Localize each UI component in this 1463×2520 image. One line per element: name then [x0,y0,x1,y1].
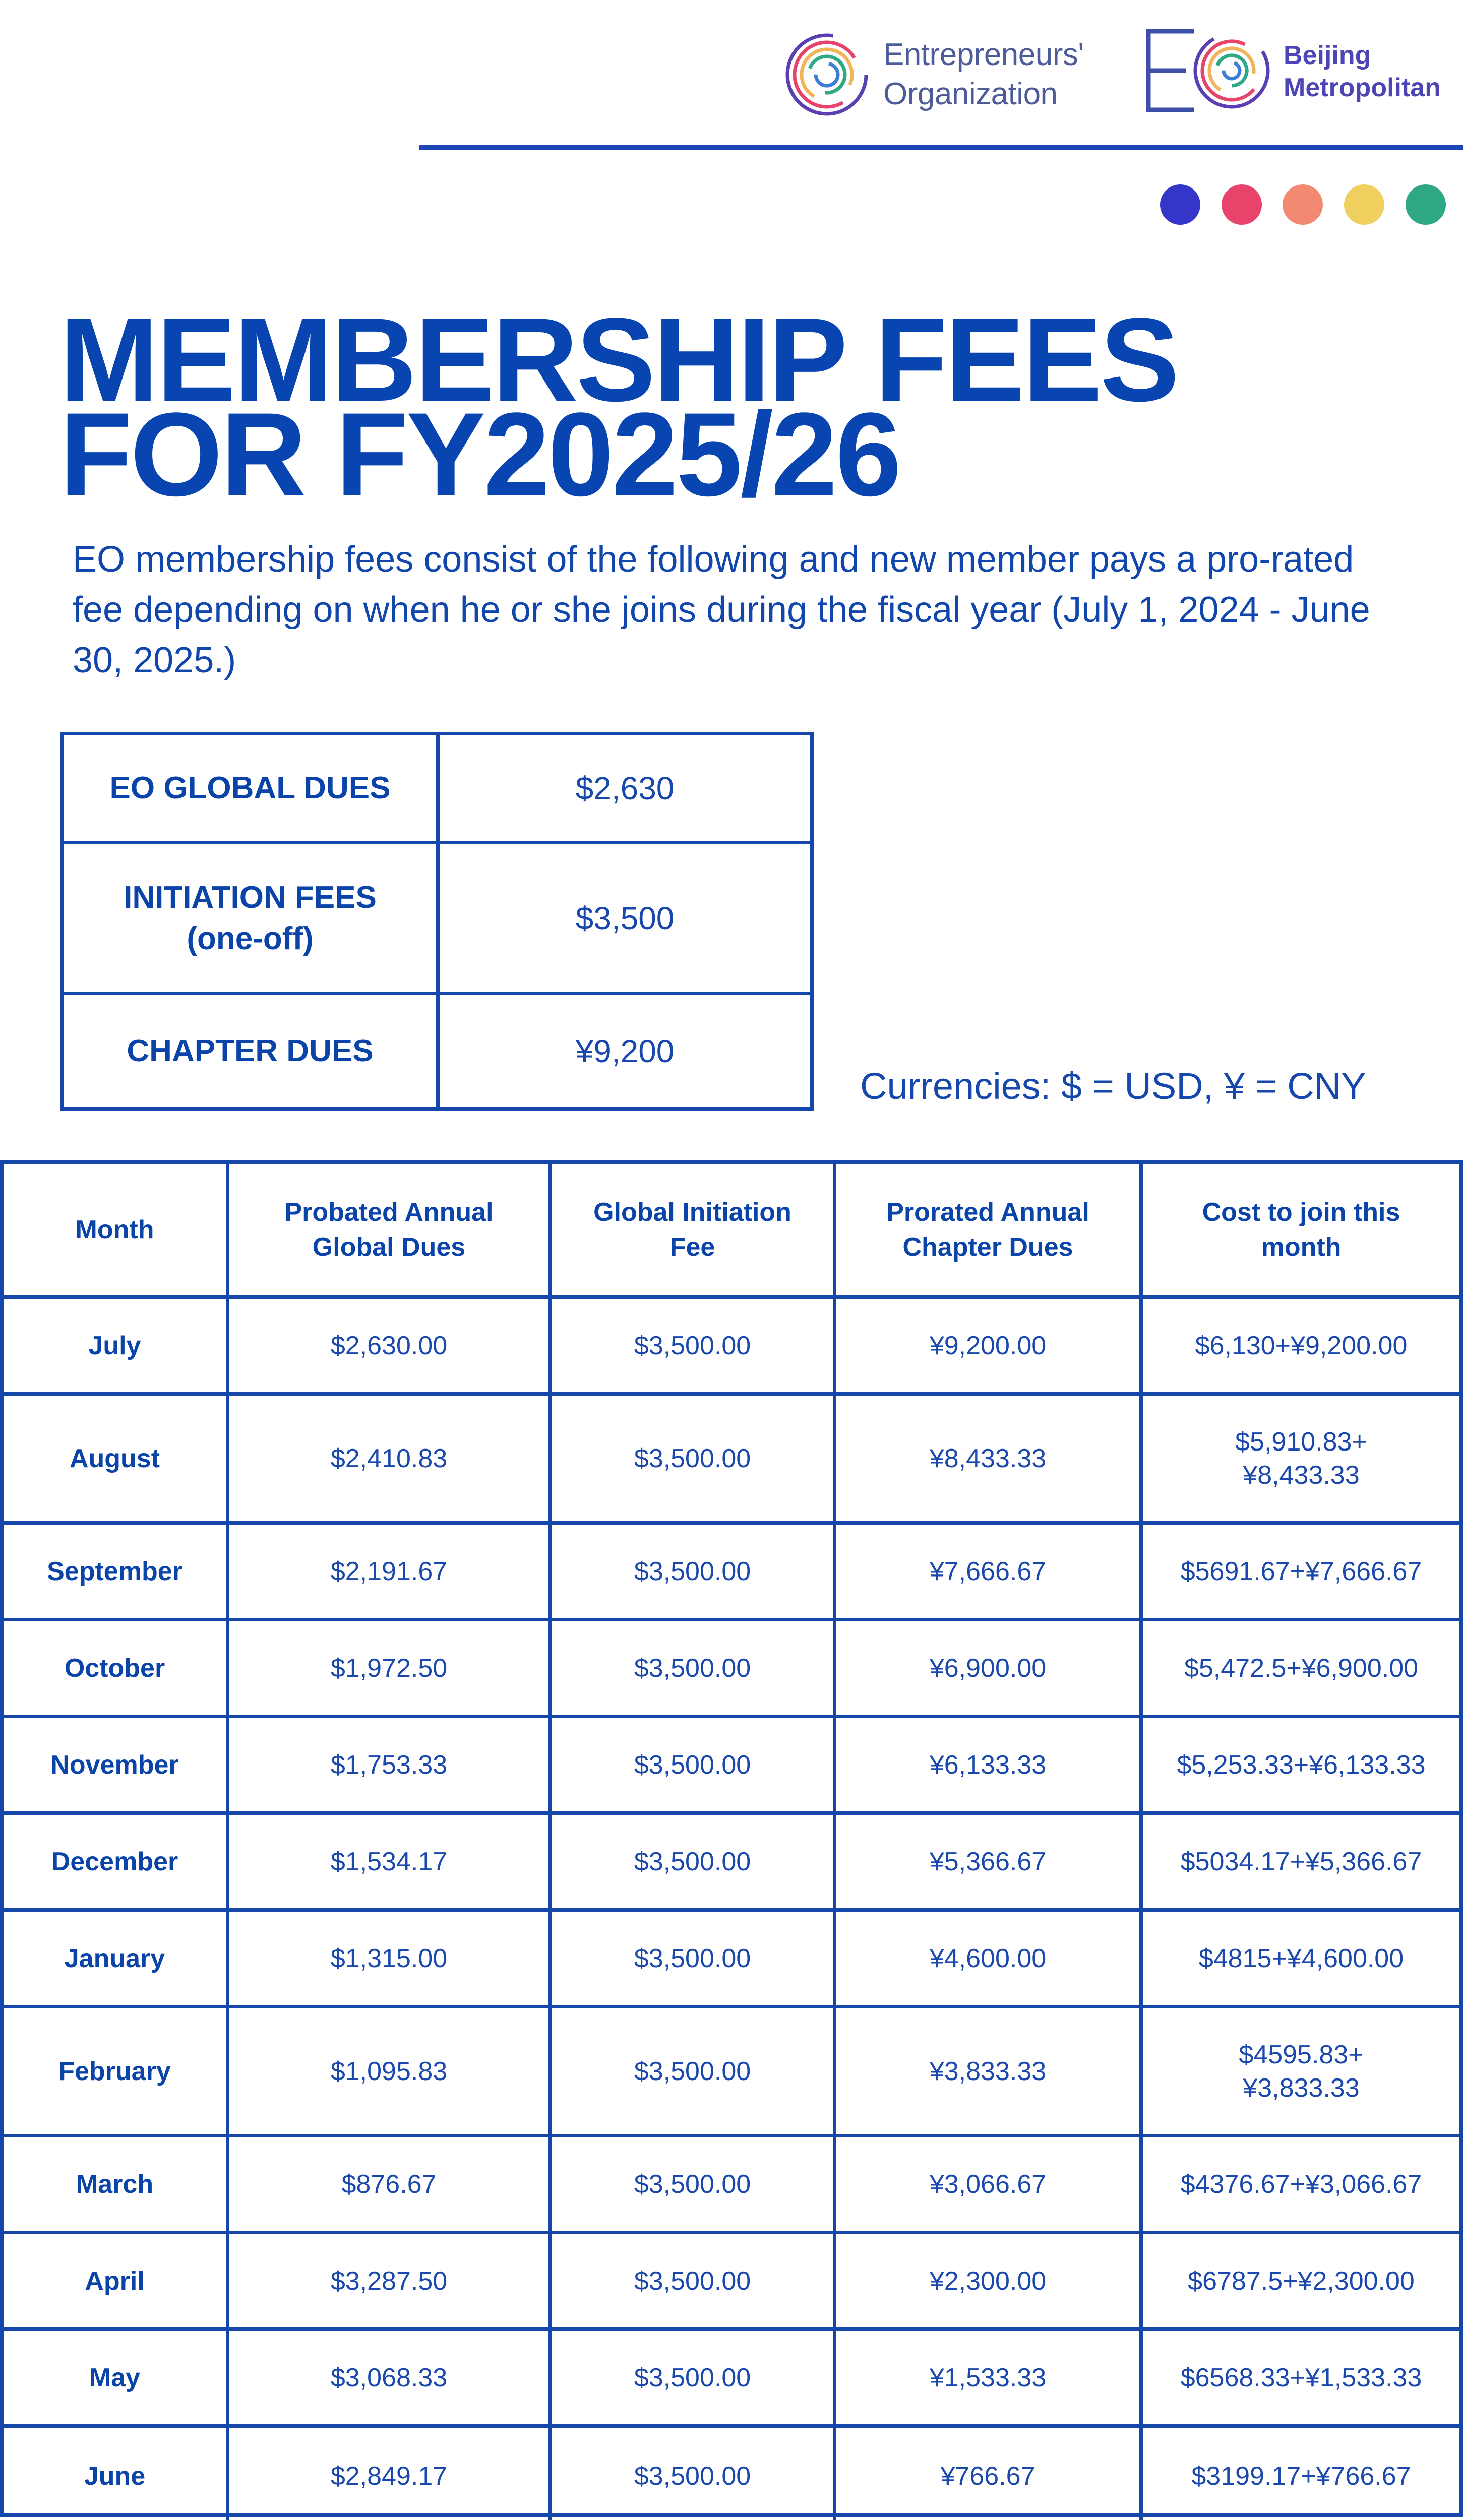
table-cell-text: $2,191.67 [330,1556,448,1586]
table-cell-text: $3,500.00 [634,1847,751,1876]
table-cell-text: ¥6,900.00 [929,1653,1047,1683]
summary-value: $2,630 [575,770,675,806]
table-cell [229,1621,552,1715]
monthly-fee-table [0,1160,1463,2517]
summary-row-initiation-fees [64,844,810,995]
table-cell-text: $1,095.83 [330,2056,448,2086]
intro-paragraph: EO membership fees consist of the following and new member pays a pro-rated fee depending on when he or she joins during the fiscal year (July 1, 2024 - June 30, 2025.) [73,539,1370,680]
table-cell [229,2234,552,2327]
org-name-line1: Entrepreneurs' [883,37,1084,72]
table-cell [836,2331,1143,2424]
table-header-text: Month [75,1215,154,1244]
table-row [4,1815,1459,1912]
table-cell-text: $3,500.00 [634,1443,751,1473]
decorative-dot-1 [1160,184,1200,225]
table-cell [552,2428,836,2520]
table-cell-text: September [47,1556,182,1586]
table-cell [229,2428,552,2520]
month-cell [4,2008,229,2134]
table-cell-text: $3,500.00 [634,1653,751,1683]
table-cell-text: $5691.67+¥7,666.67 [1180,1556,1422,1586]
table-row [4,1299,1459,1396]
table-cell [552,2008,836,2134]
table-cell-text: ¥3,066.67 [929,2169,1047,2199]
table-cell [836,2428,1143,2520]
table-cell-text: May [89,2363,141,2392]
table-cell [229,1912,552,2005]
table-cell-text: $3,500.00 [634,2056,751,2086]
table-cell-text: ¥5,366.67 [929,1847,1047,1876]
table-cell-text: $3,500.00 [634,2363,751,2392]
table-cell [229,1396,552,1521]
eo-logo-icon [784,29,870,120]
table-cell [229,2331,552,2424]
summary-row-global-dues [64,735,810,844]
table-cell [552,1396,836,1521]
table-cell-text: $1,315.00 [330,1943,448,1973]
table-cell [836,1396,1143,1521]
table-header-cell [836,1164,1143,1295]
table-header-text: Cost to join this month [1202,1197,1400,1262]
table-cell [229,1525,552,1618]
table-row [4,1621,1459,1718]
table-cell [836,2137,1143,2231]
month-cell [4,2331,229,2424]
table-cell-text: April [85,2266,145,2296]
table-cell-text: ¥8,433.33 [929,1443,1047,1473]
table-cell-text: $6568.33+¥1,533.33 [1180,2363,1422,2392]
table-cell-text: ¥3,833.33 [929,2056,1047,2086]
table-cell [552,1912,836,2005]
table-cell [552,1525,836,1618]
table-cell-text: ¥4,600.00 [929,1943,1047,1973]
table-cell-text: $2,410.83 [330,1443,448,1473]
table-cell-text: June [84,2462,146,2491]
table-cell-text: $1,534.17 [330,1847,448,1876]
table-cell [1143,1299,1459,1392]
table-cell-text: January [64,1943,165,1973]
table-header-text: Probated Annual Global Dues [284,1197,494,1262]
table-cell [552,1815,836,1908]
decorative-dot-2 [1222,184,1262,225]
month-cell [4,1396,229,1521]
org-name-line2: Organization [883,77,1058,111]
table-cell-text: $3199.17+¥766.67 [1191,2462,1411,2491]
table-header-text: Prorated Annual Chapter Dues [886,1197,1089,1262]
title-line-1: MEMBERSHIP FEES [59,293,1178,426]
table-cell-text: $6787.5+¥2,300.00 [1188,2266,1415,2296]
table-cell-text: $3,500.00 [634,1331,751,1360]
table-cell-text: $5,910.83+ ¥8,433.33 [1235,1427,1367,1490]
table-cell-text: July [88,1331,141,1360]
table-cell [552,2234,836,2327]
currency-note: Currencies: $ = USD, ¥ = CNY [860,1065,1366,1107]
month-cell [4,1525,229,1618]
month-cell [4,1299,229,1392]
table-header-cell [552,1164,836,1295]
table-cell-text: March [76,2169,154,2199]
table-cell-text: August [69,1443,160,1473]
table-cell [1143,1815,1459,1908]
table-cell [552,2137,836,2231]
table-cell-text: $3,500.00 [634,1943,751,1973]
table-cell-text: October [64,1653,165,1683]
table-cell-text: ¥9,200.00 [929,1331,1047,1360]
table-row [4,1912,1459,2008]
table-cell [229,2137,552,2231]
table-cell-text: $3,500.00 [634,1556,751,1586]
table-row [4,2008,1459,2137]
table-row [4,1718,1459,1815]
table-cell [552,1718,836,1811]
summary-value: $3,500 [575,900,675,936]
summary-label [64,735,440,841]
table-cell-text: $6,130+¥9,200.00 [1195,1331,1408,1360]
table-cell-text: $876.67 [341,2169,437,2199]
table-cell [1143,2428,1459,2520]
table-cell-text: November [50,1750,179,1780]
header-divider [419,145,1463,150]
month-cell [4,1718,229,1811]
table-cell [552,1299,836,1392]
table-cell-text: February [58,2056,171,2086]
table-cell [229,2008,552,2134]
decorative-dot-3 [1283,184,1323,225]
table-cell-text: $5,253.33+¥6,133.33 [1177,1750,1426,1780]
table-cell [836,1815,1143,1908]
table-row [4,2137,1459,2234]
table-cell [1143,1396,1459,1521]
table-row [4,1525,1459,1621]
table-row [4,2234,1459,2331]
title-line-2: FOR FY2025/26 [59,388,900,521]
table-cell-text: ¥7,666.67 [929,1556,1047,1586]
table-cell [1143,2331,1459,2424]
summary-label-subtext: (one-off) [187,921,314,956]
table-cell [1143,2234,1459,2327]
table-cell-text: $4595.83+ ¥3,833.33 [1239,2040,1364,2103]
table-cell-text: $5034.17+¥5,366.67 [1180,1847,1422,1876]
summary-label [64,844,440,992]
table-row [4,2331,1459,2428]
table-cell [229,1815,552,1908]
table-cell-text: ¥6,133.33 [929,1750,1047,1780]
decorative-dot-4 [1344,184,1384,225]
table-row [4,1396,1459,1525]
table-cell-text: ¥2,300.00 [929,2266,1047,2296]
table-cell-text: ¥1,533.33 [929,2363,1047,2392]
table-cell [836,1299,1143,1392]
table-cell-text: $2,849.17 [330,2462,448,2491]
table-cell-text: $2,630.00 [330,1331,448,1360]
decorative-dot-5 [1406,184,1446,225]
month-cell [4,2428,229,2520]
org-name [883,35,1105,114]
table-header-row [4,1164,1459,1299]
month-cell [4,1912,229,2005]
table-cell-text: ¥766.67 [940,2462,1035,2491]
table-cell [836,1621,1143,1715]
table-cell-text: $1,972.50 [330,1653,448,1683]
table-cell [552,1621,836,1715]
table-cell-text: $4376.67+¥3,066.67 [1180,2169,1422,2199]
table-cell [1143,2008,1459,2134]
table-cell-text: $3,068.33 [330,2363,448,2392]
summary-row-chapter-dues [64,995,810,1107]
table-cell-text: $3,500.00 [634,2462,751,2491]
table-cell-text: December [51,1847,178,1876]
summary-value: ¥9,200 [575,1033,675,1069]
chapter-name-line1: Beijing [1284,41,1371,70]
table-cell [836,2234,1143,2327]
table-cell [836,2008,1143,2134]
page-title [59,293,1370,521]
table-cell [1143,1718,1459,1811]
table-cell [836,1525,1143,1618]
table-header-cell [4,1164,229,1295]
table-cell [1143,1912,1459,2005]
table-header-text: Global Initiation Fee [593,1197,791,1262]
summary-label-text: CHAPTER DUES [127,1034,374,1068]
table-row [4,2428,1459,2520]
table-cell [1143,1621,1459,1715]
month-cell [4,2234,229,2327]
month-cell [4,1815,229,1908]
table-cell-text: $3,500.00 [634,1750,751,1780]
table-header-cell [1143,1164,1459,1295]
table-cell [836,1912,1143,2005]
table-cell [552,2331,836,2424]
chapter-name-line2: Metropolitan [1284,73,1441,102]
table-header-cell [229,1164,552,1295]
table-cell [229,1718,552,1811]
table-cell-text: $4815+¥4,600.00 [1198,1943,1404,1973]
month-cell [4,2137,229,2231]
table-cell [836,1718,1143,1811]
table-cell [229,1299,552,1392]
table-cell-text: $3,500.00 [634,2169,751,2199]
table-cell-text: $5,472.5+¥6,900.00 [1184,1653,1419,1683]
table-cell-text: $3,500.00 [634,2266,751,2296]
table-cell-text: $1,753.33 [330,1750,448,1780]
table-cell-text: $3,287.50 [330,2266,448,2296]
fee-summary-table [60,732,814,1111]
summary-label [64,995,440,1107]
month-cell [4,1621,229,1715]
summary-label-text: EO GLOBAL DUES [109,770,391,805]
table-cell [1143,1525,1459,1618]
table-cell [1143,2137,1459,2231]
summary-label-text: INITIATION FEES [124,879,377,915]
chapter-name [1284,39,1450,104]
